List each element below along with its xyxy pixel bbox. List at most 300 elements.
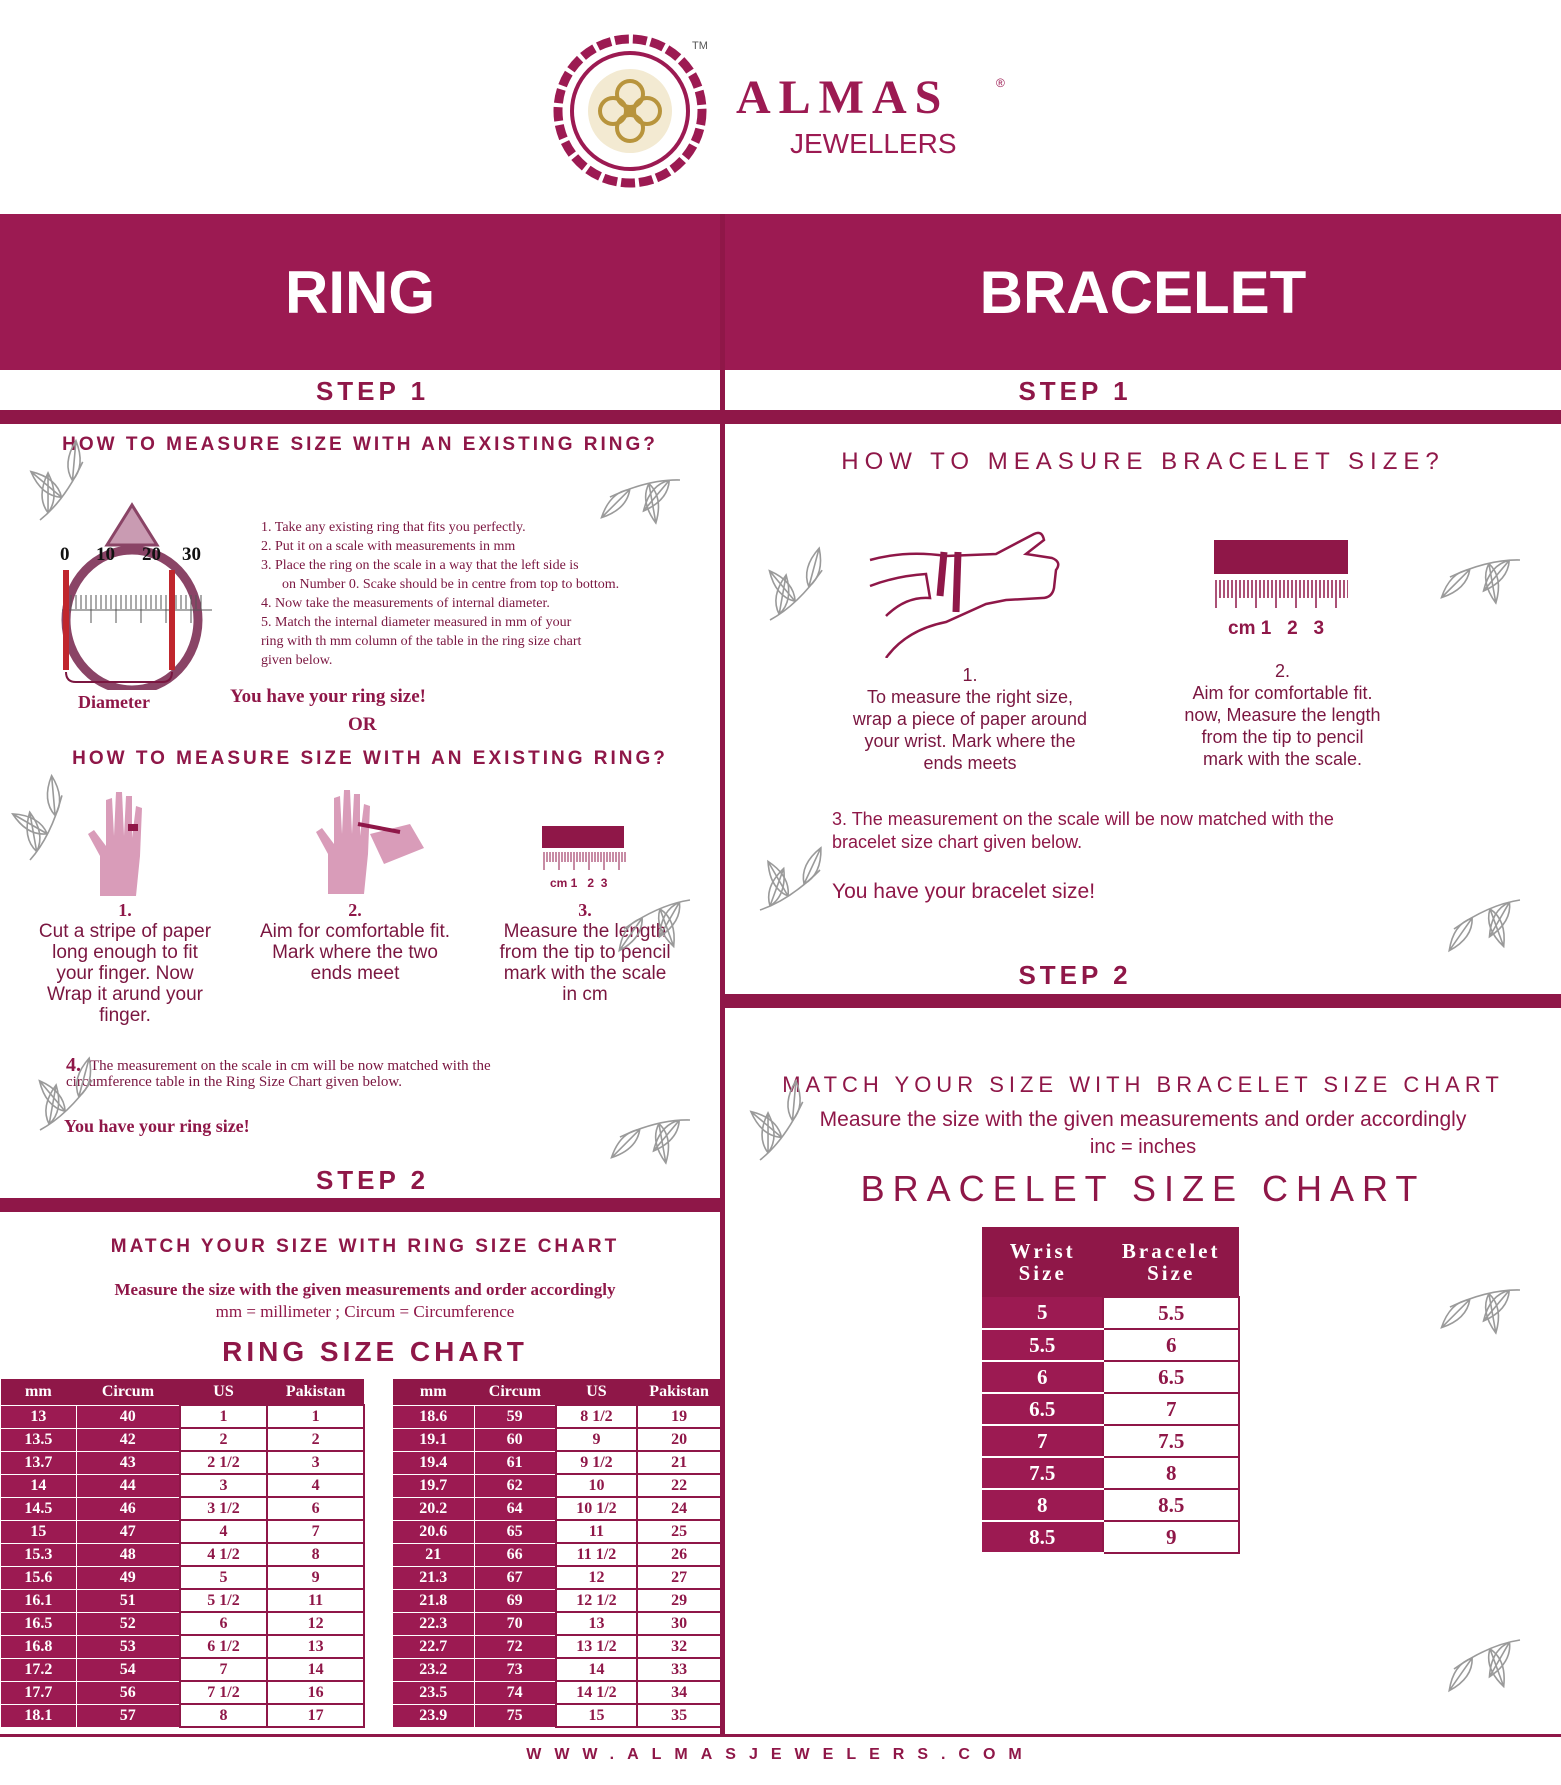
table-row — [1, 1405, 365, 1428]
leaf-blade — [763, 858, 793, 899]
table-cell: 48 — [76, 1543, 180, 1566]
leaf-sprig — [0, 771, 87, 860]
step4-line: circumference table in the Ring Size Chart given below. — [66, 1074, 402, 1090]
col-header-line: Bracelet — [1121, 1238, 1221, 1263]
table-cell: 21 — [393, 1543, 475, 1566]
col-header-line: Size — [1147, 1260, 1196, 1285]
table-cell: 5.5 — [982, 1329, 1103, 1361]
table-cell: 14 1/2 — [556, 1681, 637, 1704]
table-cell: 57 — [76, 1704, 180, 1727]
bracelet-banner — [725, 214, 1561, 370]
col-header: mm — [1, 1379, 77, 1405]
table-cell: 16.5 — [1, 1612, 77, 1635]
ring-chart-legend: mm = millimeter ; Circum = Circumference — [215, 1302, 515, 1321]
bracelet-ruler-icon — [1212, 540, 1348, 610]
ring-caption-1 — [20, 900, 230, 1026]
caption-line: mark with the scale — [503, 963, 667, 984]
table-cell: 49 — [76, 1566, 180, 1589]
table-cell: 6 1/2 — [180, 1635, 268, 1658]
caption-number: 1. — [962, 665, 978, 685]
table-cell: 25 — [637, 1520, 721, 1543]
leaf-blade — [10, 809, 51, 839]
table-cell: 5 — [180, 1566, 268, 1589]
leaf-blade — [43, 1084, 62, 1125]
leaf-blade — [35, 1077, 70, 1115]
caption-line: now, Measure the length — [1184, 705, 1381, 725]
leaf-stem — [760, 870, 820, 910]
ring-step-line: 2. Put it on a scale with measurements in mm — [261, 539, 516, 554]
ring-step4-text-2 — [66, 1074, 646, 1090]
leaf-blade — [597, 485, 634, 522]
table-row — [1, 1658, 365, 1681]
table-cell: 15.3 — [1, 1543, 77, 1566]
table-cell: 12 1/2 — [556, 1589, 637, 1612]
caption-line: To measure the right size, — [866, 687, 1074, 707]
table-cell: 8.5 — [982, 1521, 1103, 1553]
registered-symbol: ® — [996, 76, 1005, 90]
table-cell: 13 — [556, 1612, 637, 1635]
table-cell: 14 — [267, 1658, 364, 1681]
leaf-stem — [1450, 539, 1520, 597]
table-row — [982, 1489, 1239, 1521]
leaf-blade — [653, 1123, 672, 1164]
table-cell: 35 — [637, 1704, 721, 1727]
table-cell: 46 — [76, 1497, 180, 1520]
bracelet-caption-2 — [1140, 660, 1425, 770]
table-row — [393, 1681, 722, 1704]
ring-step-line: 4. Now take the measurements of internal diameter. — [261, 596, 550, 611]
table-cell: 30 — [637, 1612, 721, 1635]
table-cell: 6 — [982, 1361, 1103, 1393]
caption-line: mark with the scale. — [1202, 749, 1363, 769]
table-cell: 13 — [1, 1405, 77, 1428]
table-cell: 7 1/2 — [180, 1681, 268, 1704]
bracelet-step2-label: STEP 2 — [1018, 960, 1132, 990]
footer-rule — [0, 1734, 1561, 1737]
table-cell: 8.5 — [1103, 1489, 1239, 1521]
table-cell: 8 — [267, 1543, 364, 1566]
ring-caption-2 — [240, 900, 470, 984]
leaf-blade — [649, 1116, 684, 1154]
table-cell: 67 — [474, 1566, 556, 1589]
col-header — [1103, 1227, 1239, 1297]
brand-seal-logo — [553, 34, 707, 188]
ring-step4-number: 4. — [66, 1054, 81, 1076]
table-cell: 8 1/2 — [556, 1405, 637, 1428]
table-cell: 18.1 — [1, 1704, 77, 1727]
ring-banner — [0, 214, 720, 370]
table-cell: 1 — [180, 1405, 268, 1428]
table-cell: 4 — [267, 1474, 364, 1497]
table-cell: 3 1/2 — [180, 1497, 268, 1520]
caption-number: 2. — [348, 900, 362, 920]
table-cell: 22.7 — [393, 1635, 475, 1658]
leaf-blade — [1483, 563, 1502, 604]
table-cell: 47 — [76, 1520, 180, 1543]
table-cell: 65 — [474, 1520, 556, 1543]
leaf-blade — [1437, 565, 1474, 602]
leaf-stem — [1454, 1630, 1520, 1680]
table-cell: 7 — [267, 1520, 364, 1543]
table-cell: 5 1/2 — [180, 1589, 268, 1612]
leaf-blade — [1437, 1295, 1474, 1332]
table-row — [1, 1589, 365, 1612]
table-cell: 16.8 — [1, 1635, 77, 1658]
leaf-blade — [1479, 1286, 1514, 1324]
ring-step1-label: STEP 1 — [315, 376, 430, 406]
ring-step-line: 1. Take any existing ring that fits you perfectly. — [261, 520, 526, 535]
table-row — [393, 1520, 722, 1543]
table-cell: 70 — [474, 1612, 556, 1635]
ring-result-2: You have your ring size! — [64, 1116, 250, 1136]
leaf-blade — [799, 845, 827, 886]
bracelet-step1-label: STEP 1 — [1018, 376, 1132, 406]
scale-label: 10 — [96, 544, 115, 565]
leaf-blade — [607, 1125, 644, 1162]
table-cell: 6 — [267, 1497, 364, 1520]
leaf-blade — [765, 567, 800, 605]
table-cell: 24 — [637, 1497, 721, 1520]
table-cell: 1 — [267, 1405, 364, 1428]
table-cell: 20 — [637, 1428, 721, 1451]
bracelet-chart-legend: inc = inches — [1089, 1136, 1197, 1158]
table-cell: 17.2 — [1, 1658, 77, 1681]
ring-step1-bar — [0, 410, 720, 424]
step3-line: bracelet size chart given below. — [832, 832, 1083, 852]
bracelet-step2-bar — [725, 994, 1561, 1008]
website-footer: WWW.ALMASJEWELERS.COM — [526, 1746, 1035, 1763]
table-cell: 6 — [1103, 1329, 1239, 1361]
table-row — [1, 1543, 365, 1566]
diameter-label: Diameter — [78, 692, 150, 712]
bracelet-result: You have your bracelet size! — [832, 880, 1096, 903]
ring-chart-note: Measure the size with the given measurements and order accordingly — [114, 1280, 616, 1299]
leaf-sprig — [759, 545, 836, 620]
table-cell: 51 — [76, 1589, 180, 1612]
leaf-blade — [27, 467, 65, 502]
table-cell: 54 — [76, 1658, 180, 1681]
ring-step-line: on Number 0. Scake should be in centre from top to bottom. — [261, 577, 620, 592]
table-row — [1, 1520, 365, 1543]
table-cell: 10 — [556, 1474, 637, 1497]
table-cell: 7 — [982, 1425, 1103, 1457]
table-cell: 7.5 — [982, 1457, 1103, 1489]
ring-title: RING — [285, 258, 435, 326]
table-cell: 4 — [180, 1520, 268, 1543]
table-cell: 66 — [474, 1543, 556, 1566]
table-cell: 29 — [637, 1589, 721, 1612]
table-cell: 13.7 — [1, 1451, 77, 1474]
table-cell: 7 — [180, 1658, 268, 1681]
table-cell: 14.5 — [1, 1497, 77, 1520]
ring-on-scale-illustration — [52, 500, 222, 690]
ring-step-line: 3. Place the ring on the scale in a way that the left side is — [261, 558, 579, 573]
leaf-sprig — [760, 845, 826, 910]
table-cell: 11 — [556, 1520, 637, 1543]
ring-step2-bar — [0, 1198, 720, 1212]
leaf-stem — [620, 1099, 690, 1157]
table-cell: 9 — [267, 1566, 364, 1589]
caption-line: Wrap it arund your — [47, 984, 203, 1005]
table-cell: 11 — [267, 1589, 364, 1612]
bracelet-size-table — [982, 1227, 1240, 1554]
table-cell: 62 — [474, 1474, 556, 1497]
bracelet-caption-1 — [820, 664, 1120, 774]
small-ruler-labels: cm 1 2 3 — [550, 876, 608, 890]
table-row — [982, 1521, 1239, 1553]
table-cell: 21.8 — [393, 1589, 475, 1612]
table-cell: 5 — [982, 1297, 1103, 1329]
table-cell: 27 — [637, 1566, 721, 1589]
table-cell: 20.6 — [393, 1520, 475, 1543]
table-cell: 8 — [1103, 1457, 1239, 1489]
leaf-blade — [1484, 899, 1514, 940]
table-cell: 60 — [474, 1428, 556, 1451]
table-cell: 22 — [637, 1474, 721, 1497]
ring-size-table-left — [0, 1379, 365, 1728]
table-row — [393, 1428, 722, 1451]
table-cell: 9 — [556, 1428, 637, 1451]
leaf-stem — [763, 570, 829, 620]
caption-number: 2. — [1274, 661, 1290, 681]
table-cell: 19.4 — [393, 1451, 475, 1474]
table-cell: 6.5 — [982, 1393, 1103, 1425]
scale-label: 0 — [60, 544, 70, 565]
table-cell: 52 — [76, 1612, 180, 1635]
table-cell: 2 — [180, 1428, 268, 1451]
table-cell: 23.5 — [393, 1681, 475, 1704]
table-cell: 19.7 — [393, 1474, 475, 1497]
brand-subtitle: JEWELLERS — [790, 128, 957, 159]
caption-line: wrap a piece of paper around — [852, 709, 1088, 729]
leaf-blade — [1444, 1655, 1477, 1695]
table-row — [393, 1405, 722, 1428]
table-row — [393, 1658, 722, 1681]
ring-step2-label: STEP 2 — [315, 1165, 430, 1195]
brand-name: ALMAS — [736, 71, 950, 124]
table-cell: 61 — [474, 1451, 556, 1474]
leaf-stem — [1454, 890, 1520, 940]
scale-label: 20 — [142, 544, 161, 565]
table-row — [1, 1428, 365, 1451]
table-row — [1, 1612, 365, 1635]
table-cell: 34 — [637, 1681, 721, 1704]
table-cell: 72 — [474, 1635, 556, 1658]
col-header-line: Size — [1018, 1261, 1067, 1285]
table-cell: 69 — [474, 1589, 556, 1612]
table-row — [393, 1474, 722, 1497]
table-cell: 42 — [76, 1428, 180, 1451]
table-row — [1, 1704, 365, 1727]
table-cell: 16 — [267, 1681, 364, 1704]
table-row — [982, 1297, 1239, 1329]
leaf-blade — [764, 866, 789, 908]
table-cell: 43 — [76, 1451, 180, 1474]
table-cell: 74 — [474, 1681, 556, 1704]
table-cell: 3 — [180, 1474, 268, 1497]
table-row — [1, 1497, 365, 1520]
ring-chart-title: RING SIZE CHART — [222, 1336, 528, 1367]
table-cell: 17 — [267, 1704, 364, 1727]
table-cell: 15 — [1, 1520, 77, 1543]
table-row — [393, 1497, 722, 1520]
leaf-blade — [1444, 915, 1477, 955]
leaf-sprig — [1435, 1267, 1520, 1351]
table-row — [1, 1681, 365, 1704]
table-cell: 23.2 — [393, 1658, 475, 1681]
or-divider-text: OR — [348, 714, 377, 735]
table-cell: 19.1 — [393, 1428, 475, 1451]
bracelet-title: BRACELET — [979, 258, 1307, 326]
table-cell: 12 — [267, 1612, 364, 1635]
caption-line: from the tip to pencil — [1201, 727, 1364, 747]
leaf-stem — [1450, 1269, 1520, 1327]
table-row — [393, 1612, 722, 1635]
col-header: Circum — [76, 1379, 180, 1405]
table-row — [393, 1566, 722, 1589]
table-cell: 7 — [1103, 1393, 1239, 1425]
table-cell: 15.6 — [1, 1566, 77, 1589]
caption-line: Mark where the two — [272, 942, 438, 963]
table-cell: 40 — [76, 1405, 180, 1428]
table-cell: 23.9 — [393, 1704, 475, 1727]
table-cell: 17.7 — [1, 1681, 77, 1704]
ring-step-line: 5. Match the internal diameter measured in mm of your — [261, 615, 572, 630]
col-header: Pakistan — [637, 1379, 721, 1405]
leaf-blade — [24, 811, 43, 852]
table-cell: 53 — [76, 1635, 180, 1658]
caption-line: Measure the length — [503, 921, 667, 942]
table-cell: 15 — [556, 1704, 637, 1727]
table-cell: 19 — [637, 1405, 721, 1428]
ring-heading-1: HOW TO MEASURE SIZE WITH AN EXISTING RING? — [62, 434, 658, 455]
leaf-stem — [10, 795, 82, 860]
caption-number: 3. — [578, 900, 592, 920]
leaf-blade — [639, 476, 674, 514]
bracelet-chart-note: Measure the size with the given measurements and order accordingly — [819, 1108, 1467, 1131]
table-cell: 13.5 — [1, 1428, 77, 1451]
table-cell: 14 — [556, 1658, 637, 1681]
ring-chart-heading: MATCH YOUR SIZE WITH RING SIZE CHART — [110, 1236, 620, 1257]
table-row — [982, 1425, 1239, 1457]
table-cell: 14 — [1, 1474, 77, 1497]
table-cell: 18.6 — [393, 1405, 475, 1428]
bracelet-step1-bar — [725, 410, 1561, 424]
table-cell: 9 1/2 — [556, 1451, 637, 1474]
table-row — [982, 1393, 1239, 1425]
col-header: mm — [393, 1379, 475, 1405]
caption-line: long enough to fit — [52, 942, 198, 963]
col-header: US — [180, 1379, 268, 1405]
leaf-blade — [1484, 907, 1509, 949]
step3-line: 3. The measurement on the scale will be now matched with the — [832, 809, 1334, 829]
caption-line: Aim for comfortable fit. — [259, 921, 451, 942]
bracelet-ruler-labels: cm 1 2 3 — [1228, 618, 1325, 639]
table-row — [1, 1635, 365, 1658]
wrist-wrap-illustration — [866, 526, 1066, 658]
table-cell: 3 — [267, 1451, 364, 1474]
table-cell: 6 — [180, 1612, 268, 1635]
ring-heading-2: HOW TO MEASURE SIZE WITH AN EXISTING RING? — [72, 748, 668, 769]
table-row — [393, 1543, 722, 1566]
table-cell: 9 — [1103, 1521, 1239, 1553]
table-row — [982, 1361, 1239, 1393]
table-cell: 7.5 — [1103, 1425, 1239, 1457]
ring-step-line: ring with th mm column of the table in the ring size chart — [261, 634, 582, 649]
table-cell: 10 1/2 — [556, 1497, 637, 1520]
table-cell: 59 — [474, 1405, 556, 1428]
table-cell: 56 — [76, 1681, 180, 1704]
table-cell: 13 1/2 — [556, 1635, 637, 1658]
ring-step4-text — [90, 1058, 650, 1074]
leaf-blade — [1484, 1647, 1509, 1689]
table-row — [982, 1457, 1239, 1489]
hand-with-paper-icon — [80, 786, 160, 896]
table-cell: 21.3 — [393, 1566, 475, 1589]
caption-line: Aim for comfortable fit. — [1192, 683, 1373, 703]
leaf-stem — [610, 459, 680, 517]
col-header: US — [556, 1379, 637, 1405]
leaf-blade — [1484, 1639, 1514, 1680]
table-cell: 26 — [637, 1543, 721, 1566]
table-cell: 6.5 — [1103, 1361, 1239, 1393]
trademark-symbol: TM — [692, 40, 708, 52]
bracelet-step3-text — [832, 808, 1334, 854]
table-row — [982, 1329, 1239, 1361]
col-header — [982, 1227, 1103, 1297]
hand-marking-pencil-icon — [310, 784, 430, 894]
caption-line: your wrist. Mark where the — [864, 731, 1076, 751]
leaf-blade — [773, 574, 792, 615]
table-row — [393, 1704, 722, 1727]
caption-line: in cm — [562, 984, 608, 1005]
bracelet-heading-1: HOW TO MEASURE BRACELET SIZE? — [841, 448, 1445, 475]
table-cell: 13 — [267, 1635, 364, 1658]
leaf-blade — [803, 547, 825, 589]
leaf-blade — [46, 775, 61, 816]
table-cell: 11 1/2 — [556, 1543, 637, 1566]
ring-steps-list — [261, 518, 721, 670]
table-cell: 8 — [982, 1489, 1103, 1521]
leaf-sprig — [1443, 888, 1520, 963]
caption-line: from the tip to pencil — [499, 942, 671, 963]
table-cell: 4 1/2 — [180, 1543, 268, 1566]
table-cell: 64 — [474, 1497, 556, 1520]
table-row — [1, 1474, 365, 1497]
table-row — [393, 1635, 722, 1658]
leaf-sprig — [1443, 1628, 1520, 1703]
col-header-line: Wrist — [1009, 1239, 1076, 1263]
table-cell: 44 — [76, 1474, 180, 1497]
table-cell: 22.3 — [393, 1612, 475, 1635]
table-cell: 32 — [637, 1635, 721, 1658]
col-header: Pakistan — [267, 1379, 364, 1405]
table-cell: 20.2 — [393, 1497, 475, 1520]
table-row — [1, 1451, 365, 1474]
bracelet-chart-title: BRACELET SIZE CHART — [860, 1168, 1426, 1209]
table-cell: 75 — [474, 1704, 556, 1727]
table-cell: 16.1 — [1, 1589, 77, 1612]
table-cell: 8 — [180, 1704, 268, 1727]
caption-number: 1. — [118, 900, 132, 920]
table-row — [393, 1589, 722, 1612]
step4-line: The measurement on the scale in cm will be now matched with the — [90, 1058, 491, 1074]
leaf-blade — [1479, 556, 1514, 594]
table-cell: 2 1/2 — [180, 1451, 268, 1474]
leaf-sprig — [1435, 537, 1520, 621]
leaf-blade — [1483, 1293, 1502, 1334]
scale-label: 30 — [182, 544, 201, 565]
